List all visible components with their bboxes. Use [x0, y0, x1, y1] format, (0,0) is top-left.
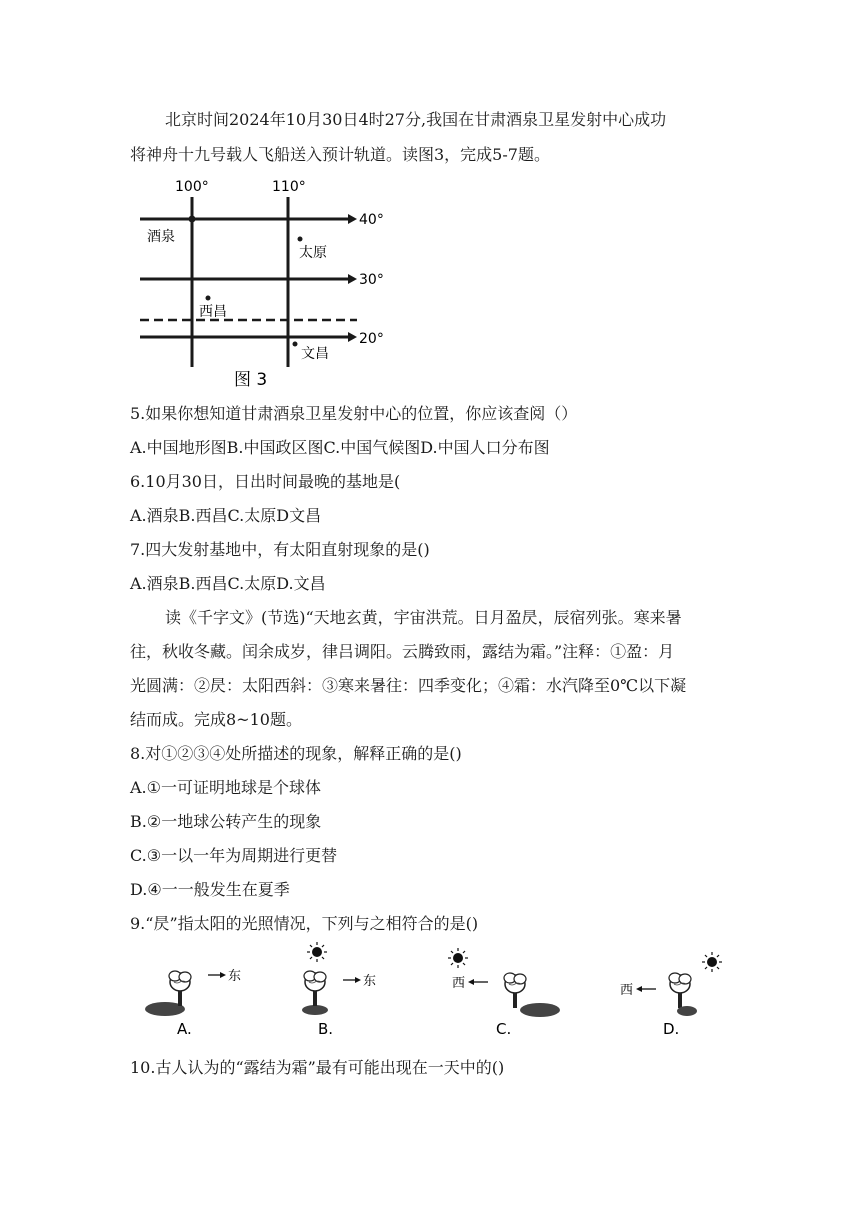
figure3-caption: 图 3: [234, 370, 268, 390]
lon-label-100: 100°: [175, 179, 209, 195]
q6-options: A.酒泉B.西昌C.太原D文昌: [130, 506, 322, 525]
q9-label-d: D.: [663, 1020, 680, 1038]
place-wenchang: 文昌: [301, 346, 329, 362]
tree-d-icon: [669, 973, 691, 1008]
jiuquan-dot: [189, 216, 196, 223]
q9-label-c: C.: [496, 1020, 512, 1038]
q8-option-a: A.①一可证明地球是个球体: [130, 778, 321, 797]
dir-west-c: 西: [452, 976, 466, 991]
dir-east-a: 东: [228, 969, 242, 984]
place-xichang: 西昌: [199, 304, 227, 320]
passage2-line3: 光圆满：②昃：太阳西斜：③寒来暑往：四季变化；④霜：水汽降至0℃以下凝: [130, 676, 687, 695]
shadow-d: [677, 1006, 697, 1016]
option-a-diagram: [145, 969, 241, 1038]
passage2-line4: 结而成。完成8~10题。: [130, 710, 302, 729]
q5-stem: 5.如果你想知道甘肃酒泉卫星发射中心的位置，你应该查阅（）: [130, 404, 578, 423]
q8-option-d: D.④一一般发生在夏季: [130, 880, 290, 899]
place-taiyuan: 太原: [299, 245, 327, 261]
passage2-line2: 往，秋收冬藏。闰余成岁，律吕调阳。云腾致雨，露结为霜。”注释：①盈：月: [130, 642, 675, 661]
tree-b-icon: [304, 971, 326, 1006]
q9-label-b: B.: [318, 1020, 334, 1038]
option-d-diagram: [620, 952, 722, 1038]
taiyuan-dot: [298, 237, 303, 242]
dir-east-b: 东: [363, 974, 377, 989]
shadow-b: [302, 1005, 328, 1015]
option-b-diagram: [302, 942, 376, 1038]
q8-option-c: C.③一以一年为周期进行更替: [130, 846, 338, 865]
sun-d-icon: [702, 952, 722, 972]
sun-c-icon: [448, 948, 468, 968]
q7-options: A.酒泉B.西昌C.太原D.文昌: [130, 574, 326, 593]
q8-stem: 8.对①②③④处所描述的现象，解释正确的是(): [130, 744, 462, 763]
lat-label-30: 30°: [359, 272, 384, 288]
figure3-map: [135, 175, 395, 390]
option-c-diagram: [448, 948, 560, 1038]
wenchang-dot: [293, 342, 298, 347]
lon-label-110: 110°: [272, 179, 306, 195]
q10-stem: 10.古人认为的“露结为霜”最有可能出现在一天中的(): [130, 1058, 505, 1077]
q6-stem: 6.10月30日，日出时间最晚的基地是(: [130, 472, 401, 491]
passage2-line1: 读《千字文》(节选)“天地玄黄，宇宙洪荒。日月盈昃，辰宿列张。寒来暑: [165, 608, 682, 627]
q7-stem: 7.四大发射基地中，有太阳直射现象的是(): [130, 540, 430, 559]
lat-label-20: 20°: [359, 331, 384, 347]
sun-b-icon: [307, 942, 327, 962]
place-jiuquan: 酒泉: [147, 229, 175, 245]
shadow-c: [520, 1003, 560, 1017]
q9-label-a: A.: [177, 1020, 192, 1038]
lat-label-40: 40°: [359, 212, 384, 228]
q8-option-b: B.②一地球公转产生的现象: [130, 812, 322, 831]
tree-c-icon: [504, 973, 526, 1008]
q9-figure: [130, 942, 730, 1042]
q9-stem: 9.“昃”指太阳的光照情况，下列与之相符合的是(): [130, 914, 479, 933]
dir-west-d: 西: [620, 983, 634, 998]
passage1-line2: 将神舟十九号载人飞船送入预计轨道。读图3，完成5-7题。: [130, 145, 550, 164]
xichang-dot: [206, 296, 211, 301]
tree-a-icon: [169, 971, 191, 1006]
q5-options: A.中国地形图B.中国政区图C.中国气候图D.中国人口分布图: [130, 438, 550, 457]
passage1-line1: 北京时间2024年10月30日4时27分,我国在甘肃酒泉卫星发射中心成功: [165, 110, 667, 129]
